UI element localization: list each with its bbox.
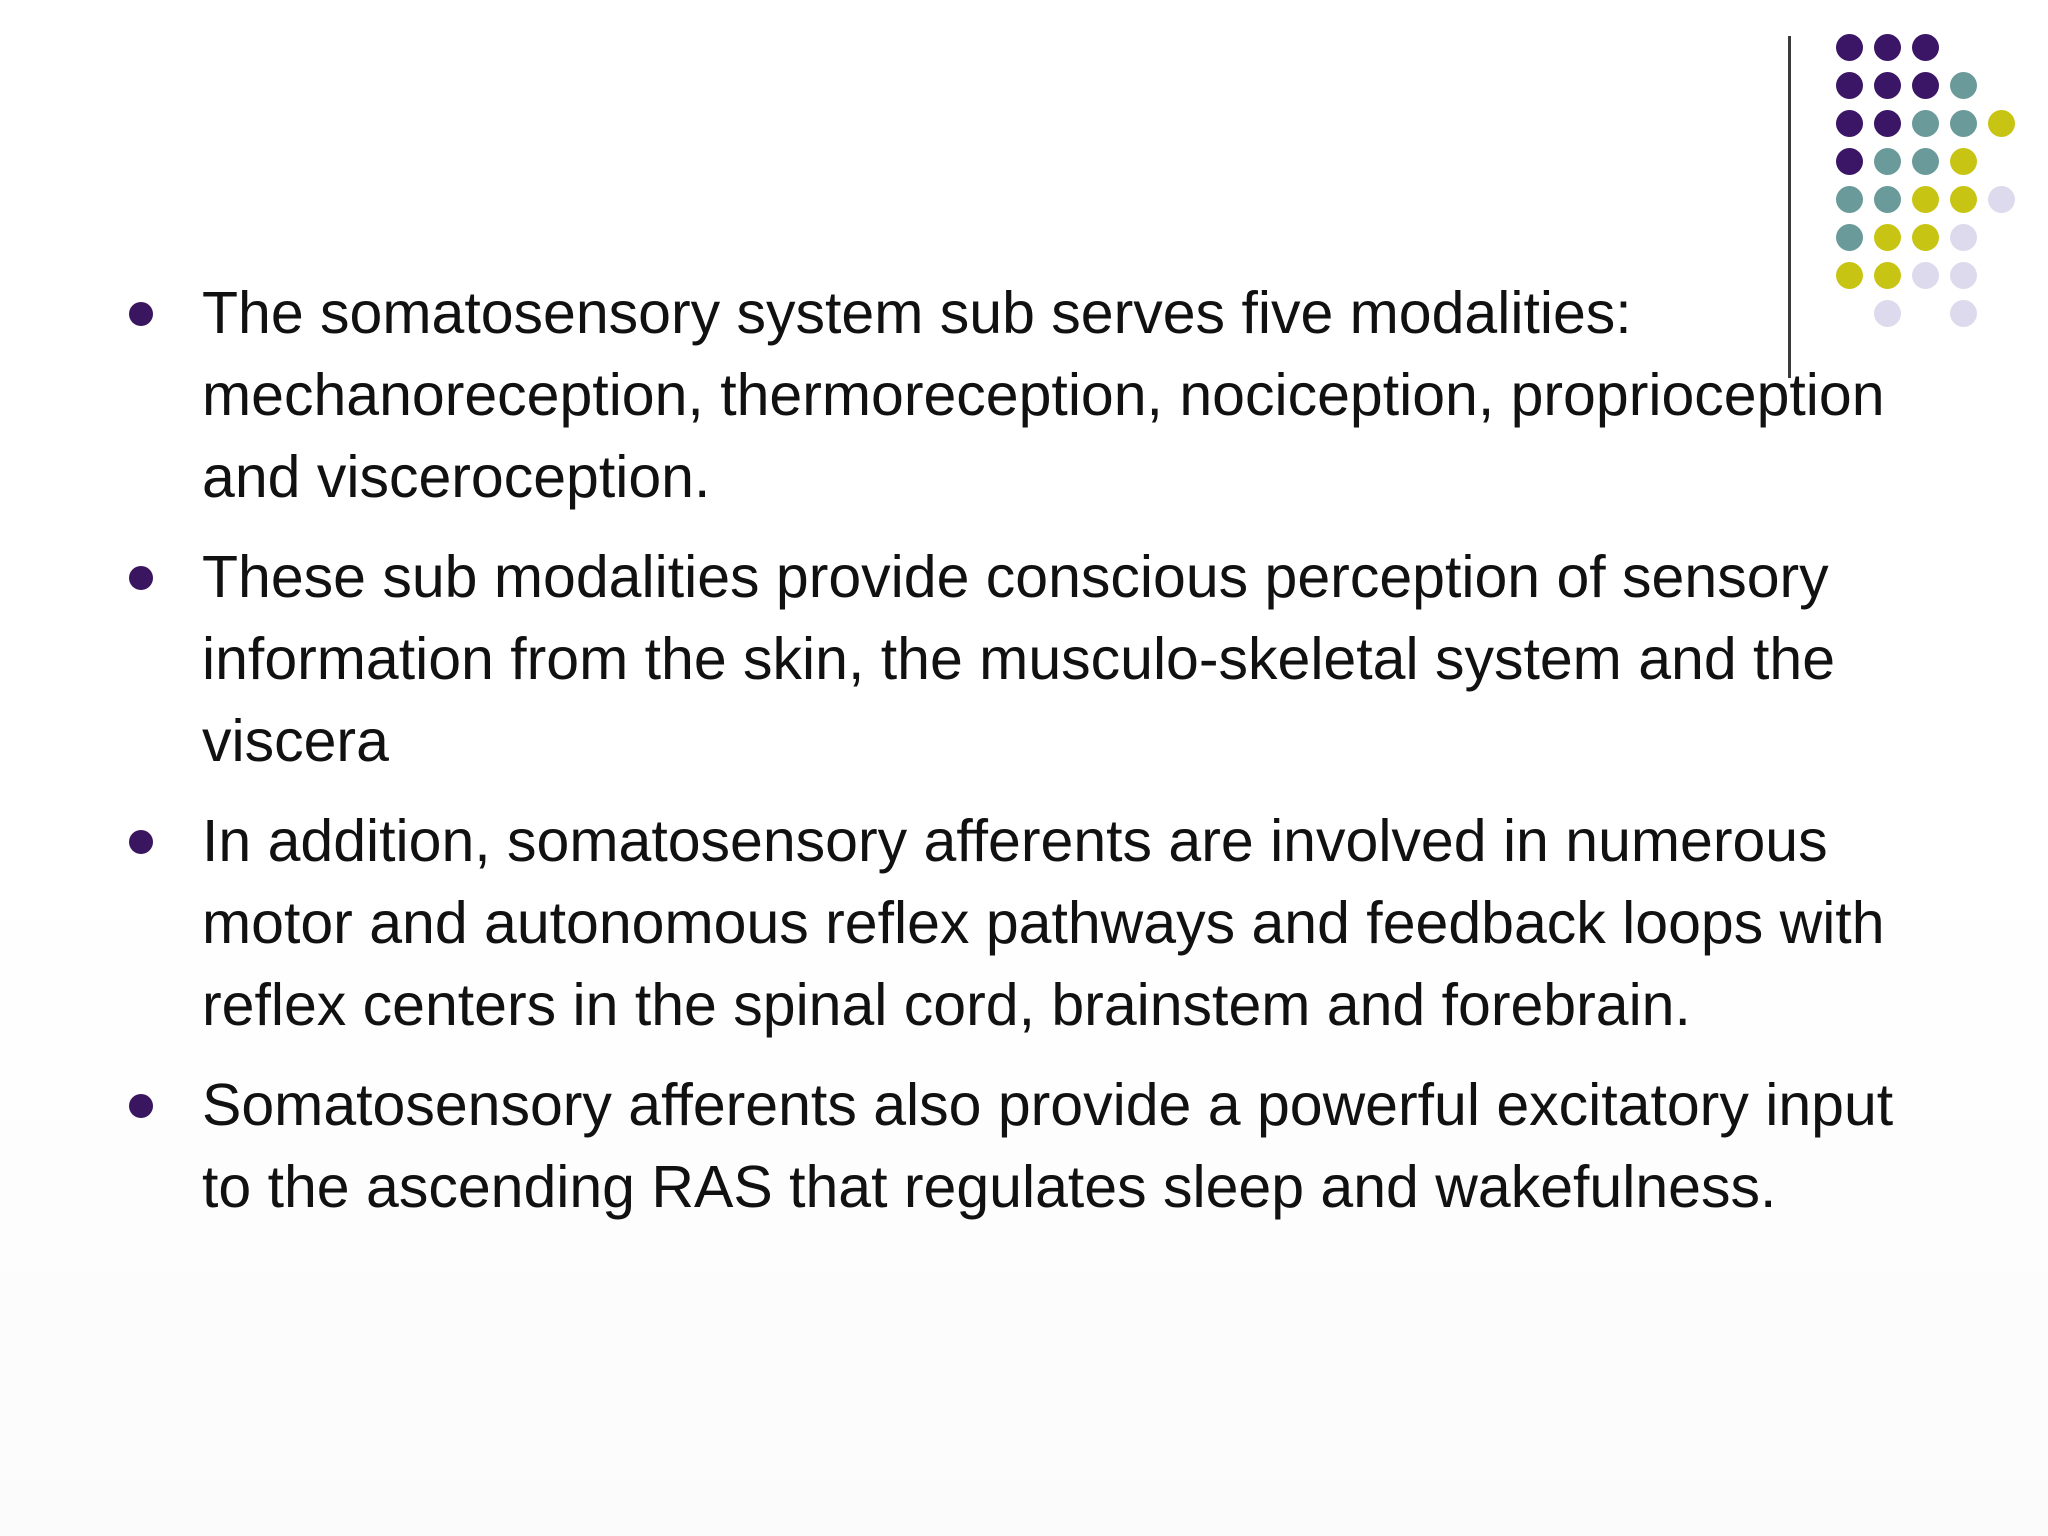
bullet-item-2: [122, 536, 1952, 782]
decorative-dot: [1836, 148, 1863, 175]
decorative-dot: [1836, 186, 1863, 213]
decorative-dot: [1874, 110, 1901, 137]
decorative-dot: [1950, 72, 1977, 99]
decorative-dot: [1874, 34, 1901, 61]
decorative-dot: [1874, 72, 1901, 99]
bullet-text: These sub modalities provide conscious perception of sensory information from the skin, the musculo-skeletal system and the viscera: [202, 544, 1836, 774]
decorative-dot: [1988, 186, 2015, 213]
decorative-dot: [1950, 300, 1977, 327]
decorative-dot: [1950, 186, 1977, 213]
bullet-text: In addition, somatosensory afferents are involved in numerous motor and autonomous reflex pathways and feedback loops with reflex centers in the spinal cord, brainstem and forebrain.: [202, 808, 1885, 1038]
bullet-icon: [129, 302, 153, 326]
bullet-list: [122, 272, 1952, 1246]
decorative-dot: [1950, 224, 1977, 251]
decorative-dot: [1912, 148, 1939, 175]
decorative-dot: [1836, 224, 1863, 251]
bullet-icon: [129, 830, 153, 854]
decorative-dot: [1912, 186, 1939, 213]
decorative-dot: [1912, 34, 1939, 61]
decorative-dot: [1950, 148, 1977, 175]
decorative-dot: [1874, 224, 1901, 251]
bullet-item-1: [122, 272, 1952, 518]
decorative-dot: [1836, 34, 1863, 61]
decorative-dot: [1874, 186, 1901, 213]
bullet-item-3: [122, 800, 1952, 1046]
decorative-dot: [1874, 148, 1901, 175]
bullet-icon: [129, 566, 153, 590]
bullet-icon: [129, 1094, 153, 1118]
bullet-text: The somatosensory system sub serves five modalities: mechanoreception, thermoreception, nociception, proprioception and visceroception.: [202, 280, 1885, 510]
decorative-dot: [1950, 110, 1977, 137]
decorative-dot: [1988, 110, 2015, 137]
decorative-dot: [1836, 110, 1863, 137]
decorative-dot: [1912, 224, 1939, 251]
decorative-dot: [1836, 72, 1863, 99]
decorative-dot: [1912, 72, 1939, 99]
decorative-dot: [1950, 262, 1977, 289]
bullet-item-4: [122, 1064, 1952, 1228]
bullet-text: Somatosensory afferents also provide a powerful excitatory input to the ascending RAS that regulates sleep and wakefulness.: [202, 1072, 1894, 1220]
decorative-dot: [1912, 110, 1939, 137]
